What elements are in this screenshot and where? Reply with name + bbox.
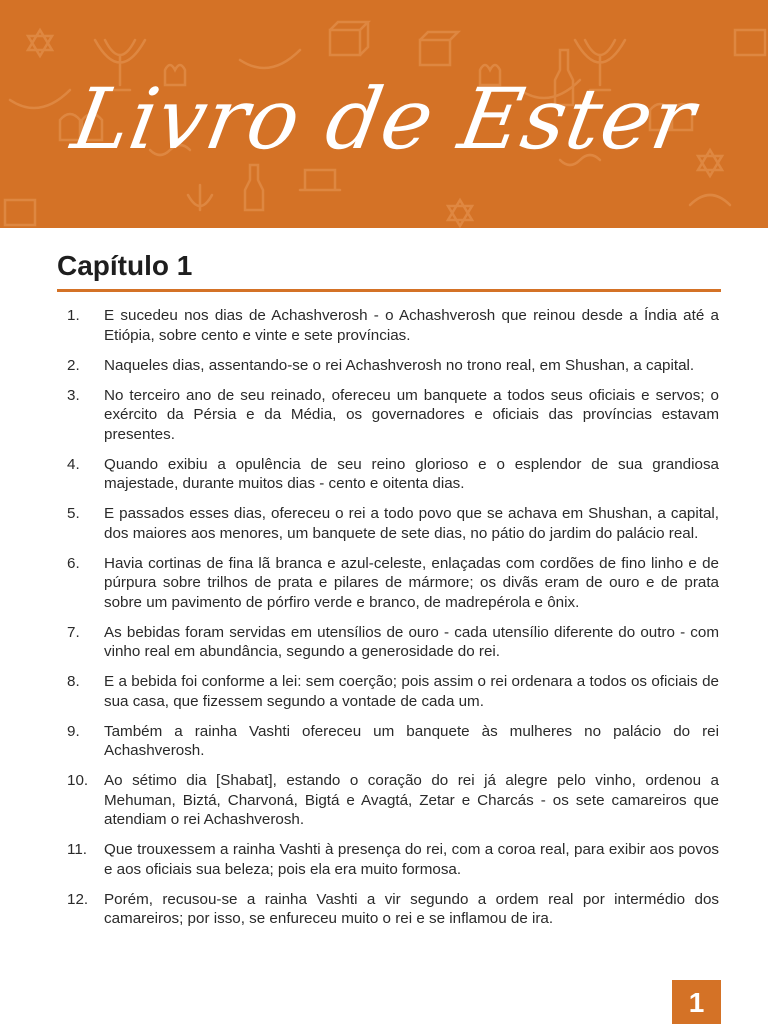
verse-number: 3. bbox=[67, 386, 80, 404]
verse-item bbox=[57, 840, 719, 879]
verse-number: 1. bbox=[67, 307, 80, 324]
verse-text: No terceiro ano de seu reinado, ofereceu um banquete a todos seus oficiais e servos; o exército da Pérsia e da Média, os governadores e oficiais das províncias estavam presentes. bbox=[104, 386, 719, 443]
verse-text: E a bebida foi conforme a lei: sem coerção; pois assim o rei ordenara a todos os oficiais de sua casa, que fizessem segundo a vontade de cada um. bbox=[104, 673, 719, 710]
verse-text: As bebidas foram servidas em utensílios de ouro - cada utensílio diferente do outro - com vinho real em abundância, segundo a generosidade do rei. bbox=[104, 623, 719, 660]
verse-text: Naqueles dias, assentando-se o rei Achashverosh no trono real, em Shushan, a capital. bbox=[104, 356, 695, 374]
verse-item bbox=[57, 386, 719, 445]
verse-text: Que trouxessem a rainha Vashti à presença do rei, com a coroa real, para exibir aos povos e aos oficiais sua beleza; pois ela era muito formosa. bbox=[104, 841, 719, 878]
verse-item bbox=[57, 504, 719, 543]
verse-text: E sucedeu nos dias de Achashverosh - o Achashverosh que reinou desde a Índia até a Etiópia, sobre cento e vinte e sete províncias. bbox=[104, 307, 719, 344]
verse-item bbox=[57, 672, 719, 711]
verse-number: 7. bbox=[67, 623, 80, 641]
verse-item bbox=[57, 455, 719, 494]
header-banner bbox=[0, 0, 768, 228]
verse-number: 2. bbox=[67, 356, 80, 374]
verse-item bbox=[57, 771, 719, 830]
verse-number: 5. bbox=[67, 505, 80, 522]
verse-number: 8. bbox=[67, 673, 80, 690]
verse-text: Havia cortinas de fina lã branca e azul-celeste, enlaçadas com cordões de fino linho e de púrpura sobre trilhos de prata e pilares de mármore; os divãs eram de ouro e de prata sobre um pavimento de pórfiro verde e branco, de madrepérola e ônix. bbox=[104, 554, 719, 611]
verse-number: 9. bbox=[67, 722, 80, 740]
verse-list bbox=[57, 306, 719, 939]
verse-text: Porém, recusou-se a rainha Vashti a vir segundo a ordem real por intermédio dos camareiros; por isso, se enfureceu muito o rei e se inflamou de ira. bbox=[104, 890, 719, 927]
chapter-divider bbox=[57, 289, 721, 292]
verse-number: 6. bbox=[67, 554, 80, 572]
verse-text: Também a rainha Vashti ofereceu um banquete às mulheres no palácio do rei Achashverosh. bbox=[104, 722, 719, 759]
verse-number: 12. bbox=[67, 890, 89, 908]
verse-item bbox=[57, 356, 719, 376]
book-title: Livro de Ester bbox=[65, 70, 703, 168]
verse-item bbox=[57, 554, 719, 613]
page-number-badge: 1 bbox=[672, 980, 721, 1024]
verse-text: E passados esses dias, ofereceu o rei a todo povo que se achava em Shushan, a capital, dos maiores aos menores, um banquete de sete dias, no pátio do jardim do palácio real. bbox=[104, 505, 719, 542]
verse-item bbox=[57, 890, 719, 929]
verse-number: 4. bbox=[67, 455, 80, 473]
verse-item bbox=[57, 306, 719, 345]
verse-text: Ao sétimo dia [Shabat], estando o coração do rei já alegre pelo vinho, ordenou a Mehuman, Biztá, Charvoná, Bigtá e Avagtá, Zetar e Charcás - os sete camareiros que atendiam o rei Achashverosh. bbox=[104, 772, 719, 828]
chapter-title: Capítulo 1 bbox=[57, 250, 193, 281]
verse-number: 11. bbox=[67, 841, 87, 858]
verse-item bbox=[57, 722, 719, 761]
verse-text: Quando exibiu a opulência de seu reino glorioso e o esplendor de sua grandiosa majestade, durante muitos dias - cento e oitenta dias. bbox=[104, 455, 719, 492]
verse-item bbox=[57, 623, 719, 662]
verse-number: 10. bbox=[67, 772, 89, 789]
